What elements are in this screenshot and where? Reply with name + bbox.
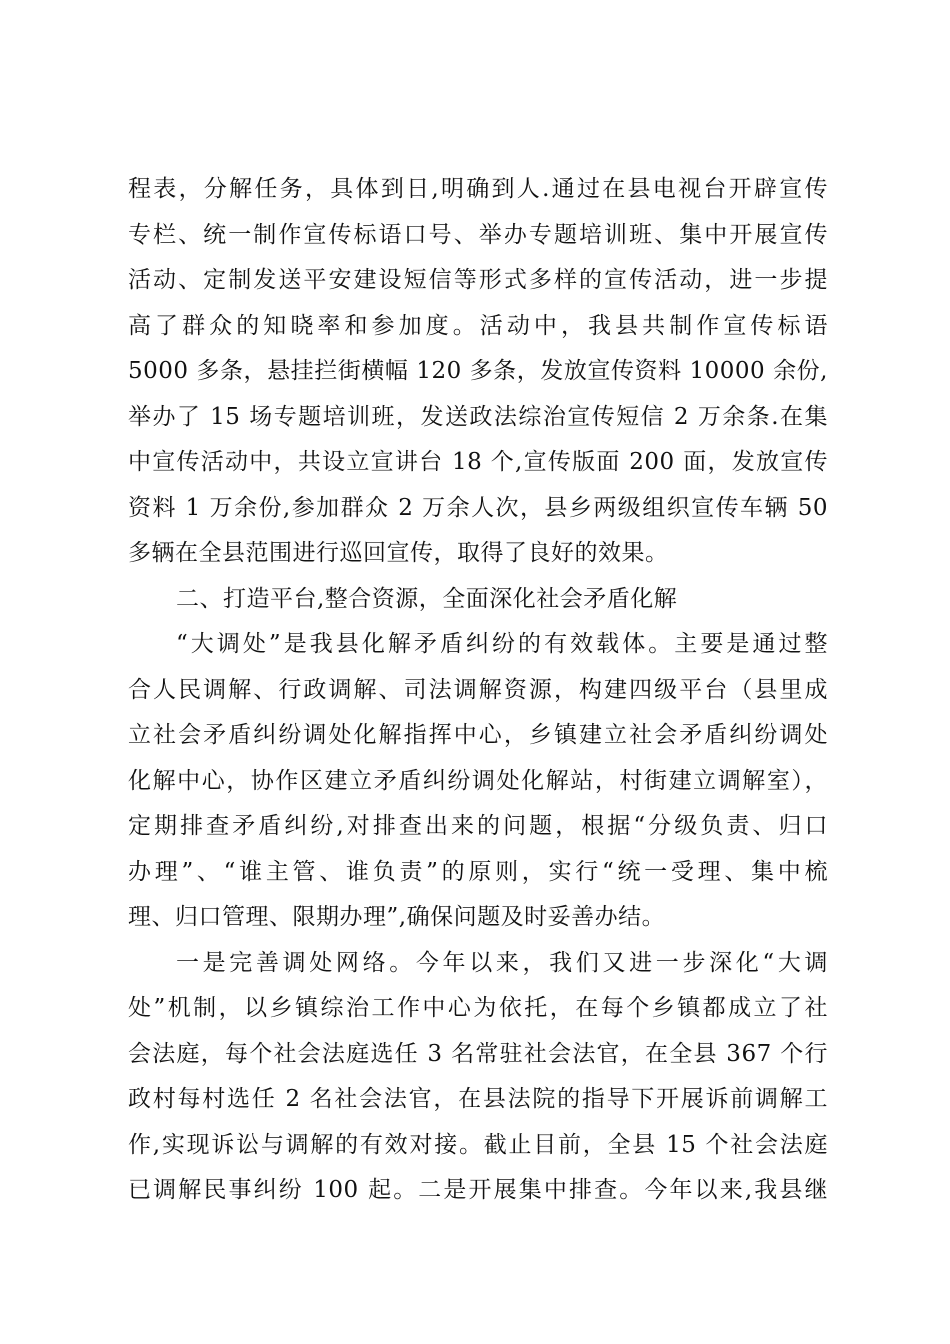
text-line: 专栏、统一制作宣传标语口号、举办专题培训班、集中开展宣传 (128, 221, 828, 248)
text-line: 活动、定制发送平安建设短信等形式多样的宣传活动，进一步提 (128, 267, 828, 293)
text-line: 化解中心，协作区建立矛盾纠纷调处化解站，村街建立调解室）， (128, 767, 828, 794)
text-line: 合人民调解、行政调解、司法调解资源，构建四级平台（县里成 (128, 676, 828, 703)
text-line: 定期排查矛盾纠纷,对排查出来的问题，根据“分级负责、归口 (128, 813, 828, 839)
text-line: 5000 多条，悬挂拦街横幅 120 多条，发放宣传资料 10000 余份, (128, 358, 828, 384)
text-line: 立社会矛盾纠纷调处化解指挥中心，乡镇建立社会矛盾纠纷调处 (128, 722, 828, 748)
text-line: 理、归口管理、限期办理”,确保问题及时妥善办结。 (128, 904, 666, 930)
document-body (128, 167, 828, 1214)
text-line: 资料 1 万余份,参加群众 2 万余人次，县乡两级组织宣传车辆 50 (128, 494, 828, 521)
text-line: 政村每村选任 2 名社会法官，在县法院的指导下开展诉前调解工 (128, 1086, 828, 1112)
text-line: 中宣传活动中，共设立宣讲台 18 个,宣传版面 200 面，发放宣传 (128, 449, 828, 475)
paragraph-first-line: 一是完善调处网络。今年以来，我们又进一步深化“大调 (176, 949, 828, 976)
text-line: 作,实现诉讼与调解的有效对接。截止目前，全县 15 个社会法庭 (128, 1131, 828, 1158)
text-line: 高了群众的知晓率和参加度。活动中，我县共制作宣传标语 (128, 312, 828, 339)
text-line: 已调解民事纠纷 100 起。二是开展集中排查。今年以来,我县继 (128, 1177, 828, 1203)
text-line: 多辆在全县范围进行巡回宣传，取得了良好的效果。 (128, 540, 669, 566)
text-line: 举办了 15 场专题培训班，发送政法综治宣传短信 2 万余条.在集 (128, 403, 828, 430)
paragraph-first-line: “大调处”是我县化解矛盾纠纷的有效载体。主要是通过整 (176, 631, 828, 657)
text-line: 会法庭，每个社会法庭选任 3 名常驻社会法官，在全县 367 个行 (128, 1040, 828, 1067)
text-line: 程表，分解任务，具体到日,明确到人.通过在县电视台开辟宣传 (128, 176, 828, 202)
section-heading: 二、打造平台,整合资源，全面深化社会矛盾化解 (176, 585, 678, 612)
text-line: 处”机制，以乡镇综治工作中心为依托，在每个乡镇都成立了社 (128, 995, 828, 1021)
text-line: 办理”、“谁主管、谁负责”的原则，实行“统一受理、集中梳 (128, 858, 828, 885)
